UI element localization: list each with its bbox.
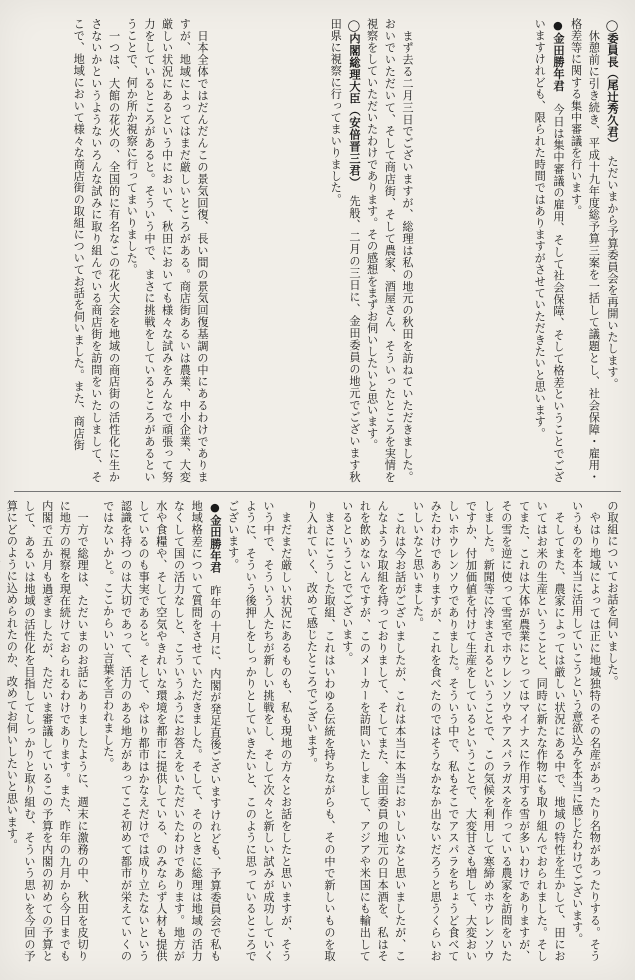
paragraph [123, 18, 211, 483]
top-row [14, 18, 621, 483]
paragraph-text: まず去る二月三日でございますが、総理は私の地元の秋田を訪ねていただきました。おいでいただいて、そして商店街、そして農家、酒屋さん、そういったところを実情を視察をしていただいたわけであります。その感想をまずお伺いしたいと思います。 [365, 18, 414, 483]
speaker-name: 金田勝年君 [208, 514, 222, 574]
paragraph [99, 500, 224, 962]
paragraph [363, 18, 416, 483]
speaker-name [0, 515, 1, 664]
paragraph [531, 18, 567, 483]
paragraph [0, 500, 3, 962]
text-column [219, 18, 416, 483]
paragraph-text: 今日は集中審議の雇用、そして社会保障、そして格差ということでございますけれども、限られた時間ではありますがさせていただきたいと思います。 [533, 18, 565, 483]
paragraph-text: 先般、二月の三日に、金田委員の地元でございます秋田県に視察に行ってまいりました。 [329, 18, 361, 484]
paragraph-text: そしてまた、農家によっては厳しい状況にある中で、地域の特性を生かして、田においてはお米の生産ということと、同時に新たな作物にも取り組んでおられました。そしてまた、これは大体が農業にとってはマイナスに作用する雪が多いわけでありますが、その雪を逆に使って雪室でホウレンソウやアスパラガスを作っている農家を訪問をいたしました。新聞等に冷まされるということで、この気候を利用して寒締めホウレンソウですか、付加価値を付けて生産をしているということで、大変甘さも増して、大変おいしいホウレンソウでありました。そういう中で、私もそこでアスパラをちょうど食べてみたわけでありますが、これを食べたのではそうなかなか出ないだろうと思うくらいおいしいなと思いました。 [411, 500, 566, 962]
paragraph-text: やはり地域によっては正に地域独特のその名産があったり名物があったりする。そういうものを本当に活用していこうという意欲込みを本当に感じたわけでございます。 [570, 500, 602, 962]
speaker-mark: ● [550, 18, 565, 33]
paragraph [327, 18, 363, 483]
text-column [14, 18, 211, 483]
paragraph [224, 500, 295, 962]
speaker-mark: ● [207, 500, 222, 515]
text-column [424, 18, 621, 483]
speaker-name: 内閣総理大臣（安倍晋三君） [347, 32, 361, 184]
paragraph-text: これは今お話がございましたが、これは本当に本当においしいなと思いましたが、こんなような取組を持っておりまして、そしてまた、金田委員の地元の日本酒を、私はそれを飲めないんですが、このメーカーを訪問いたしまして、アジアや米国にも輸出しているということでございます。 [340, 500, 407, 962]
speaker-mark: ◯ [605, 18, 619, 33]
paragraph [70, 18, 123, 483]
paragraph [602, 18, 621, 483]
paragraph [338, 500, 409, 962]
paragraph-text: の取組についてお話を伺いました。 [606, 500, 619, 688]
speaker-mark: ◯ [346, 18, 361, 33]
paragraph-text: まだまだ厳しい状況にあるものも、私も現地の方々とお話をしたと思いますが、そういう中で、そういう人たちが新しい挑戦をし、そして次々と新しい試みが成功していくように、そういう後押しをしっかりとしていきたいと、このように思っているところでございます。 [226, 500, 293, 962]
text-column [99, 500, 295, 962]
paragraph-text: まさにこうした取組、これはいわゆる伝統を持ちながらも、その中で新しいものを取り入れていく、改めて感じたところでございます。 [305, 500, 336, 962]
speaker-mark [0, 500, 1, 515]
paragraph [567, 18, 602, 483]
bottom-row [5, 500, 621, 963]
speaker-name: 委員長（尾辻秀久君） [606, 32, 619, 144]
text-column [303, 500, 621, 962]
paragraph [568, 500, 603, 962]
paragraph-text: ただいまから予算委員会を再開いたします。 [606, 143, 619, 390]
paragraph [3, 500, 91, 962]
speaker-name: 金田勝年君 [551, 32, 565, 92]
paragraph-text: 一つは、大館の花火の、全国的に有名なこの花火大会を地域の商店街の活性化に生かさないかというようないろんな試みに取り組んでいる商店街を訪問をいたしまして、そこで、地域において様々な商店街の取組についてお話を伺いました。また、商店街 [72, 18, 121, 483]
paragraph [603, 500, 621, 962]
paragraph-text: 休憩前に引き続き、平成十九年度総予算三案を一括して議題とし、社会保障・雇用・格差等に関する集中審議を行います。 [569, 18, 601, 483]
paragraph [409, 500, 568, 962]
paragraph [303, 500, 338, 962]
text-column [0, 500, 91, 962]
section-divider [14, 491, 621, 492]
paragraph-text: 昨年の十月に、内閣が発足直後ございますけれども、予算委員会で私も地域格差について質問をさせていただきました。そして、そのときに総理は地域の活力なくして国の活力なしと、こういうふうにお答えをいただいたわけであります。地方が水や食糧や、そして空気やきれいな環境を都市に提供している、のみならず人材も提供しているのも事実であると。そして、やはり都市はかなえだけでは成り立たないという認識を持つのは大切であって、活力のある地方があってこそ初めて都市が栄えていくのではないかと。ここからいい言葉を言われました。 [101, 500, 222, 963]
paragraph-text: 日本全体ではだんだんこの景気回復、長い間の景気回復基調の中にあるわけでありますが、地域によってはまだ厳しいところがある。商店街あるいは農業、中小企業、大変厳しい状況にあるという中において、秋田においても様々な試みをみんなで頑張って努力をしているところがあると。そういう中で、まさに挑戦をしているところがあるということで、何か所か視察に行ってまいりました。 [125, 18, 209, 483]
paragraph-text: 一方で総理は、ただいまのお話にありましたように、週末に激務の中、秋田を皮切りに地方の視察を現在続けておられるわけであります。また、昨年の九月から今日までも内閣で五か月も過ぎましたが、ただいま審議しているこの予算を内閣の初めての予算として、あるいは地域の活性化を目指してしっかりと取り組む、そういう思いを今回の予算にどのように込められたのか、改めてお伺いしたいと思います。 [5, 500, 90, 962]
